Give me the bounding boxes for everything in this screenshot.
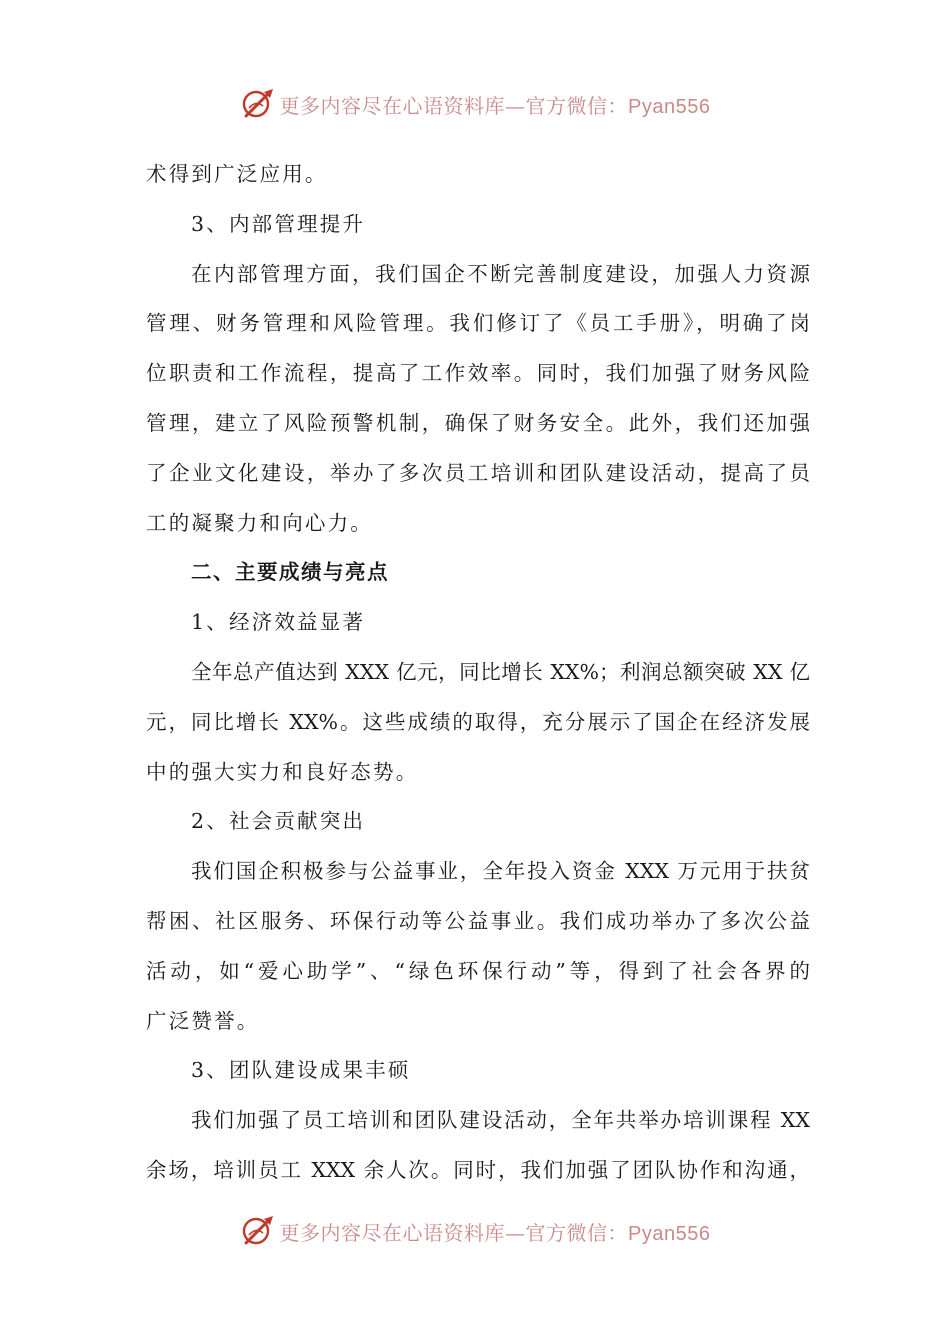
text-line: 工的凝聚力和向心力。 bbox=[146, 510, 373, 535]
subsection-heading: 3、内部管理提升 bbox=[191, 211, 366, 236]
pen-logo-icon bbox=[240, 1213, 276, 1249]
text-line: 位职责和工作流程，提高了工作效率。同时，我们加强了财务风险 bbox=[146, 361, 810, 386]
pen-logo-icon bbox=[240, 86, 276, 122]
footer-banner bbox=[0, 1211, 950, 1251]
banner-text-cn: 更多内容尽在心语资料库—官方微信： bbox=[279, 1220, 629, 1245]
text-line: 术得到广泛应用。 bbox=[146, 162, 328, 186]
text-line: 广泛赞誉。 bbox=[146, 1008, 260, 1033]
banner-text-cn: 更多内容尽在心语资料库—官方微信： bbox=[279, 93, 629, 118]
text-line: 余场，培训员工 XXX 余人次。同时，我们加强了团队协作和沟通， bbox=[146, 1157, 810, 1182]
subsection-heading: 2、社会贡献突出 bbox=[191, 809, 366, 834]
document-body bbox=[146, 150, 810, 1196]
text-line: 管理、财务管理和风险管理。我们修订了《员工手册》，明确了岗 bbox=[146, 311, 810, 336]
banner-wechat-id: Pyan556 bbox=[628, 95, 711, 118]
text-line: 帮困、社区服务、环保行动等公益事业。我们成功举办了多次公益 bbox=[146, 908, 810, 933]
text-line: 元，同比增长 XX%。这些成绩的取得，充分展示了国企在经济发展 bbox=[146, 709, 810, 734]
section-heading: 二、主要成绩与亮点 bbox=[191, 560, 389, 585]
text-line: 管理，建立了风险预警机制，确保了财务安全。此外，我们还加强 bbox=[146, 410, 810, 435]
text-line: 在内部管理方面，我们国企不断完善制度建设，加强人力资源 bbox=[191, 261, 810, 286]
text-line: 活动，如“爱心助学”、“绿色环保行动”等，得到了社会各界的 bbox=[146, 958, 810, 983]
text-line: 全年总产值达到 XXX 亿元，同比增长 XX%；利润总额突破 XX 亿 bbox=[191, 659, 810, 684]
text-line: 我们国企积极参与公益事业，全年投入资金 XXX 万元用于扶贫 bbox=[191, 859, 810, 884]
header-banner bbox=[0, 84, 950, 124]
text-line: 了企业文化建设，举办了多次员工培训和团队建设活动，提高了员 bbox=[146, 460, 810, 485]
subsection-heading: 1、经济效益显著 bbox=[191, 610, 366, 635]
subsection-heading: 3、团队建设成果丰硕 bbox=[191, 1058, 411, 1083]
text-line: 我们加强了员工培训和团队建设活动，全年共举办培训课程 XX bbox=[191, 1108, 810, 1133]
text-line: 中的强大实力和良好态势。 bbox=[146, 759, 419, 784]
banner-wechat-id: Pyan556 bbox=[628, 1222, 711, 1245]
